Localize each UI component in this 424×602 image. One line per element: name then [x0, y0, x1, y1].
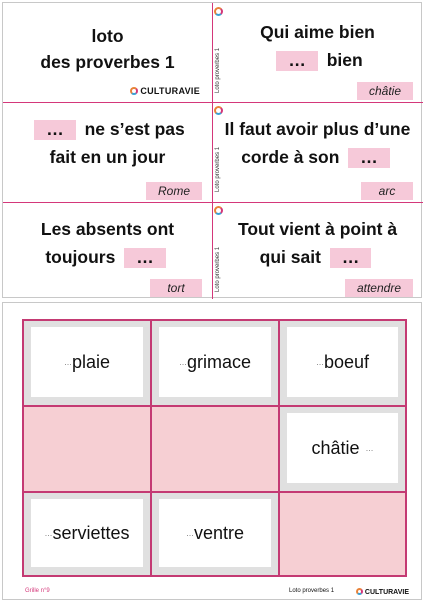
answer-tile: … serviettes — [31, 499, 143, 567]
cut-line — [3, 102, 423, 103]
answer-label: châtie — [357, 82, 413, 100]
cut-line — [212, 3, 213, 299]
grid-cell[interactable] — [279, 406, 406, 492]
proverb-line-2: fait en un jour — [49, 147, 166, 167]
proverb-card — [212, 102, 423, 202]
side-label: Loto proverbes 1 — [215, 146, 221, 192]
title-card — [3, 3, 212, 102]
proverb-line-1: … ne s’est pas — [3, 116, 212, 142]
proverb-blank: … — [34, 120, 76, 140]
grid-cell[interactable] — [23, 320, 151, 406]
proverb-line-2: corde à son … — [212, 144, 423, 170]
proverb-blank: … — [330, 248, 372, 268]
answer-tile: … ventre — [159, 499, 271, 567]
grid-cell-empty[interactable] — [23, 406, 151, 492]
answer-tile: châtie … — [287, 413, 398, 483]
answer-tile: … plaie — [31, 327, 143, 397]
grid-cell-empty[interactable] — [151, 406, 279, 492]
answer-label: Rome — [146, 182, 202, 200]
side-label: Loto proverbes 1 — [215, 246, 221, 292]
bingo-grid — [22, 319, 407, 577]
grid-cell[interactable] — [23, 492, 151, 576]
proverb-line-2: qui sait … — [212, 244, 423, 270]
card-sheet — [2, 2, 422, 298]
grid-cell[interactable] — [151, 320, 279, 406]
answer-tile: … grimace — [159, 327, 271, 397]
title-line-1: loto — [91, 26, 124, 46]
proverb-card — [3, 102, 212, 202]
proverb-card — [212, 202, 423, 299]
brand-logo: CULTURAVIE — [356, 588, 409, 596]
proverb-line-1: Tout vient à point à — [237, 219, 398, 239]
bingo-grid-sheet — [2, 302, 422, 600]
answer-label: arc — [361, 182, 413, 200]
culturavie-logo-icon — [356, 588, 363, 595]
cut-line — [3, 202, 423, 203]
proverb-line-1: Les absents ont — [40, 219, 175, 239]
answer-label: attendre — [345, 279, 413, 297]
brand-logo: CULTURAVIE — [130, 86, 200, 96]
proverb-line-1: Qui aime bien — [260, 22, 375, 42]
proverb-card — [212, 3, 423, 102]
side-label: Loto proverbes 1 — [215, 47, 221, 93]
proverb-blank: … — [276, 51, 318, 71]
proverb-line-1: Il faut avoir plus d’une — [224, 119, 411, 139]
culturavie-logo-icon — [130, 87, 138, 95]
footer-title: Loto proverbes 1 — [289, 588, 335, 594]
proverb-line-2: toujours … — [3, 244, 212, 270]
grid-cell[interactable] — [279, 320, 406, 406]
proverb-line-2: … bien — [212, 47, 423, 73]
grid-number-label: Grille n°9 — [25, 588, 50, 594]
proverb-card — [3, 202, 212, 299]
title-line-2: des proverbes 1 — [40, 52, 175, 72]
answer-tile: … boeuf — [287, 327, 398, 397]
proverb-blank: … — [348, 148, 390, 168]
grid-cell[interactable] — [151, 492, 279, 576]
proverb-blank: … — [124, 248, 166, 268]
grid-cell-empty[interactable] — [279, 492, 406, 576]
answer-label: tort — [150, 279, 202, 297]
